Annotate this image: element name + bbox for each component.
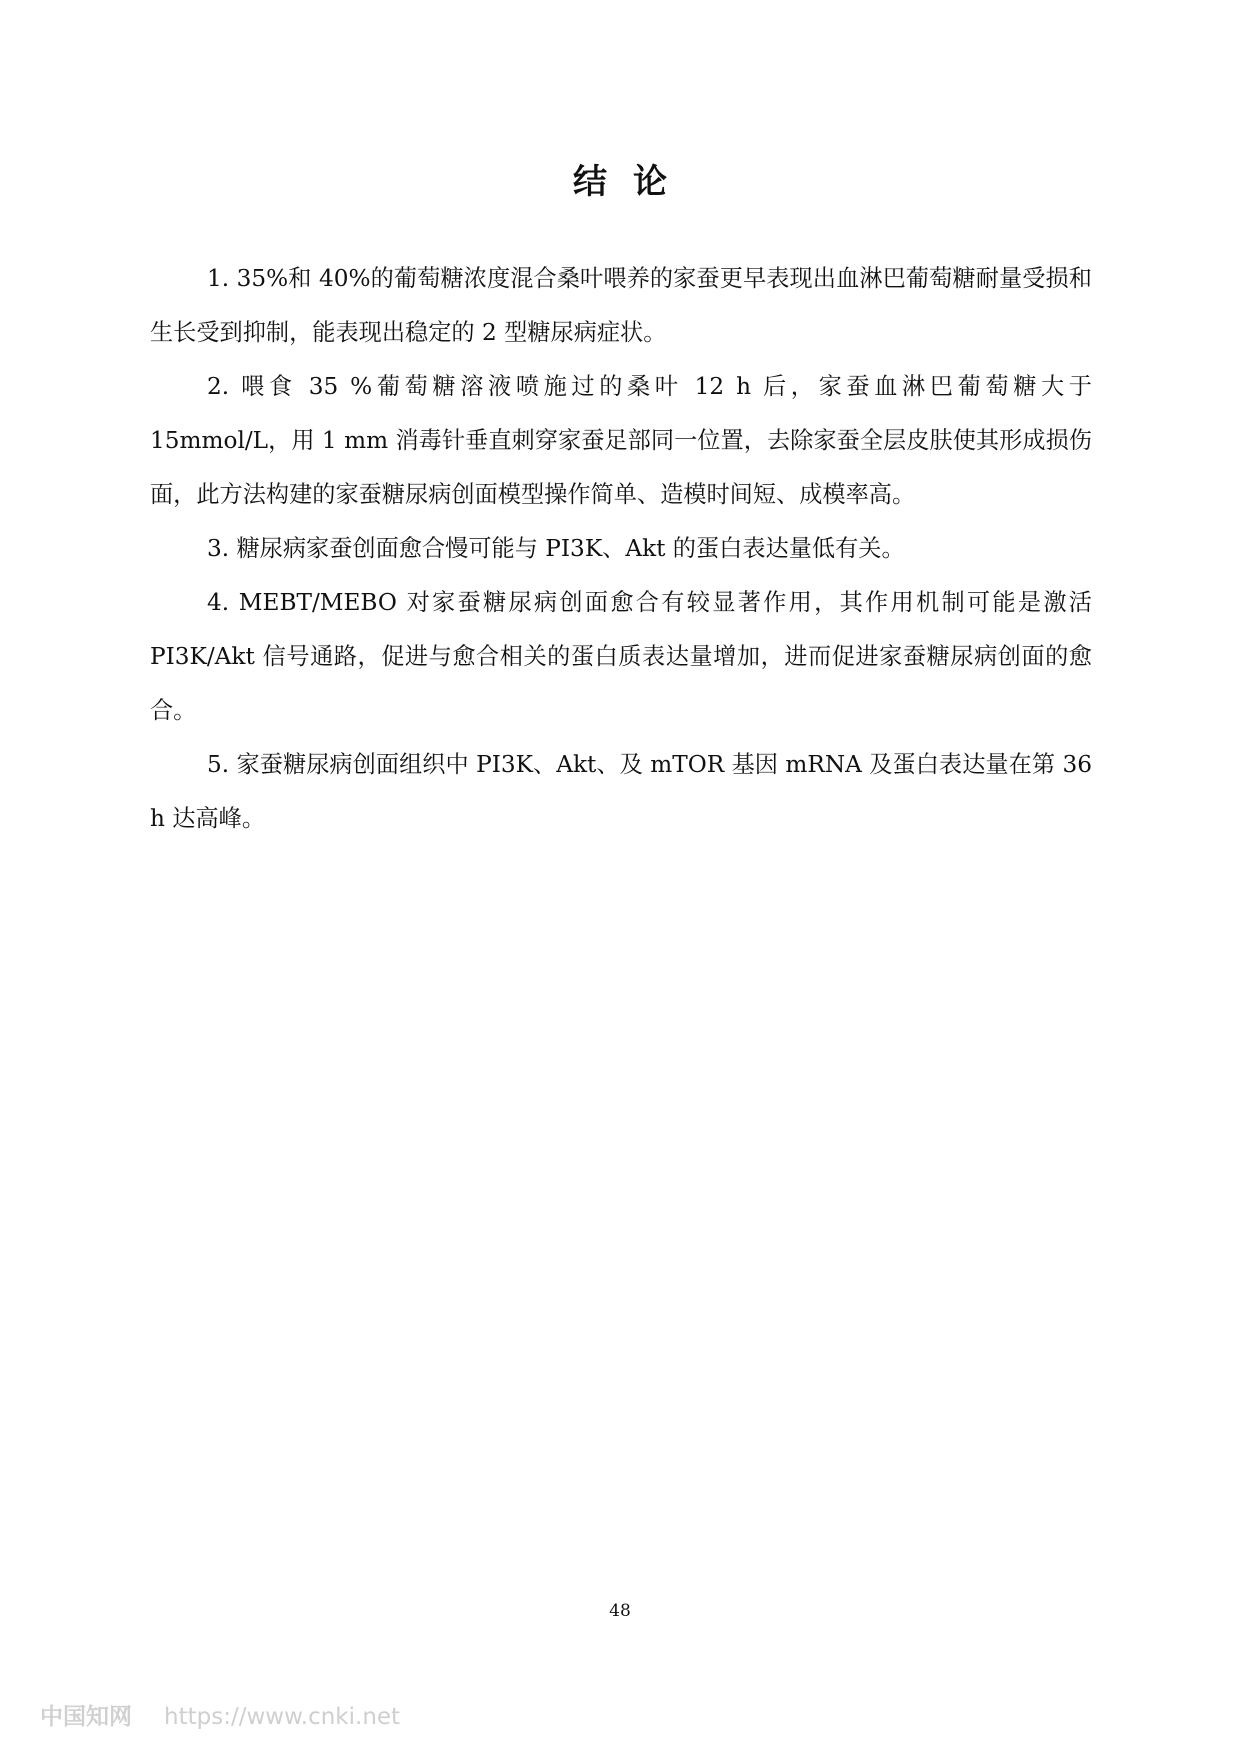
conclusion-body [150, 252, 1092, 846]
conclusion-paragraph-2: 2. 喂食 35 %葡萄糖溶液喷施过的桑叶 12 h 后，家蚕血淋巴葡萄糖大于 15mmol/L，用 1 mm 消毒针垂直刺穿家蚕足部同一位置，去除家蚕全层皮肤使其形成损伤面，此方法构建的家蚕糖尿病创面模型操作简单、造模时间短、成模率高。 [150, 373, 1092, 508]
conclusion-paragraph-1: 1. 35%和 40%的葡萄糖浓度混合桑叶喂养的家蚕更早表现出血淋巴葡萄糖耐量受损和生长受到抑制，能表现出稳定的 2 型糖尿病症状。 [150, 265, 1092, 346]
page-number: 48 [609, 1601, 631, 1621]
conclusion-paragraph-5: 5. 家蚕糖尿病创面组织中 PI3K、Akt、及 mTOR 基因 mRNA 及蛋白表达量在第 36 h 达高峰。 [150, 751, 1092, 832]
watermark-logo-text: 中国知网 [40, 1704, 132, 1730]
page-title: 结论 [573, 162, 693, 202]
cnki-watermark [40, 1702, 400, 1732]
conclusion-paragraph-3: 3. 糖尿病家蚕创面愈合慢可能与 PI3K、Akt 的蛋白表达量低有关。 [207, 535, 905, 562]
watermark-url: https://www.cnki.net [164, 1704, 401, 1730]
conclusion-paragraph-4: 4. MEBT/MEBO 对家蚕糖尿病创面愈合有较显著作用，其作用机制可能是激活 PI3K/Akt 信号通路，促进与愈合相关的蛋白质表达量增加，进而促进家蚕糖尿病创面的愈合。 [150, 589, 1092, 724]
